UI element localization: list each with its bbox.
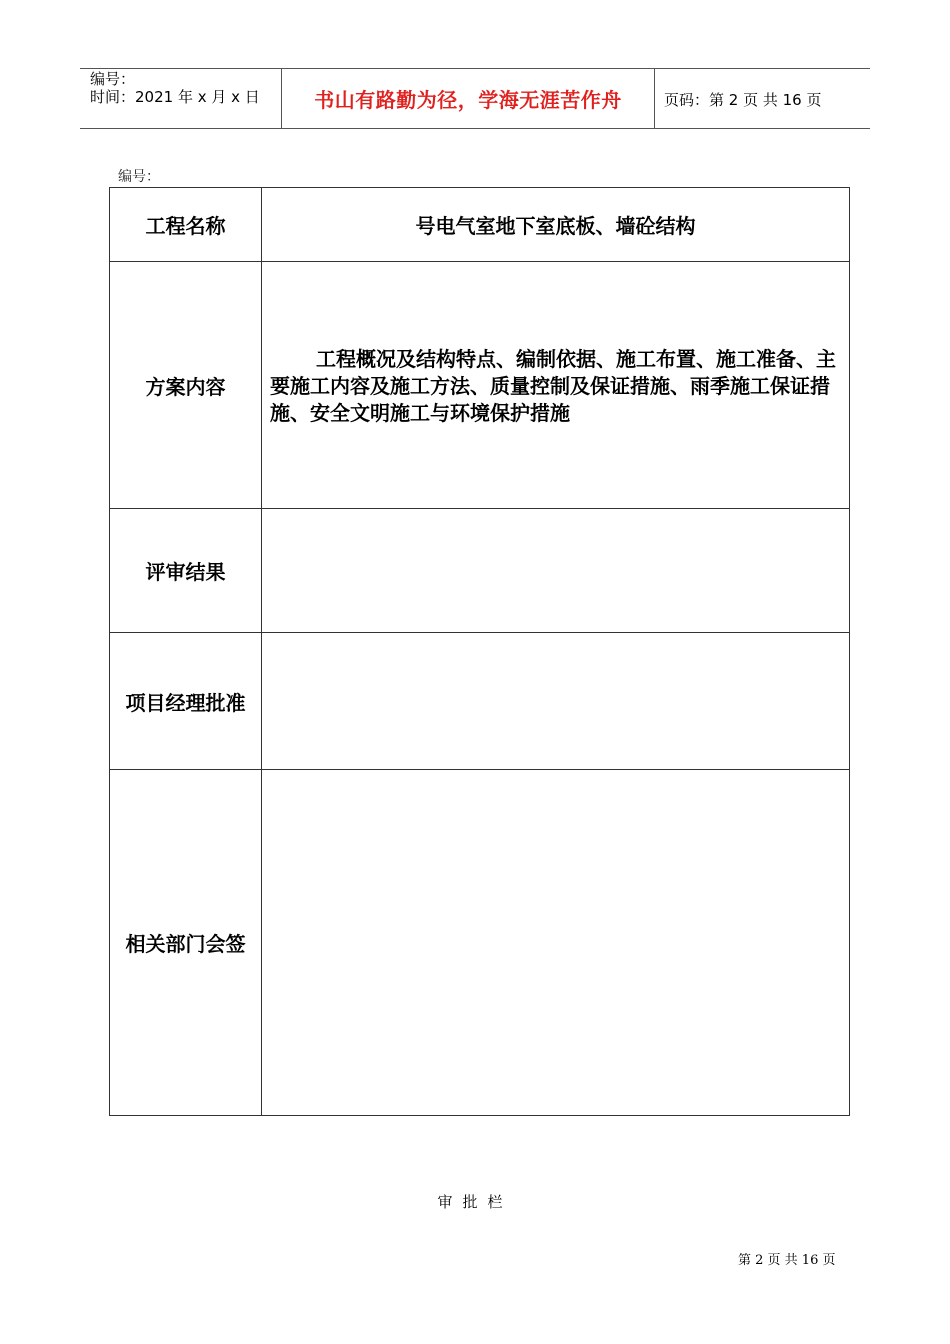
header-number-label: 编号： <box>90 70 136 88</box>
plan-content-value: 工程概况及结构特点、编制依据、施工布置、施工准备、主要施工内容及施工方法、质量控制及保证措施、雨季施工保证措施、安全文明施工与环境保护措施 <box>270 347 836 425</box>
project-name-value: 号电气室地下室底板、墙砼结构 <box>415 214 696 238</box>
department-countersign-label: 相关部门会签 <box>125 932 246 956</box>
review-result-value[interactable] <box>262 509 849 632</box>
manager-approval-label: 项目经理批准 <box>125 690 246 715</box>
footer-page-number: 第 2 页 共 16 页 <box>738 1253 836 1268</box>
department-countersign-value[interactable] <box>262 770 849 1115</box>
document-number-label: 编号： <box>118 169 160 185</box>
manager-approval-value[interactable] <box>262 633 849 769</box>
header-divider <box>654 68 655 129</box>
header-page-info: 页码：第 2 页 共 16 页 <box>664 91 822 109</box>
project-name-label: 工程名称 <box>145 214 226 238</box>
review-result-label: 评审结果 <box>145 560 226 584</box>
approval-caption: 审批栏 <box>437 1193 513 1211</box>
header-motto: 书山有路勤为径，学海无涯苦作舟 <box>314 88 622 112</box>
plan-content-label: 方案内容 <box>145 374 226 399</box>
header-time: 时间：2021 年 x 月 x 日 <box>90 88 260 106</box>
header-meta <box>90 70 260 106</box>
